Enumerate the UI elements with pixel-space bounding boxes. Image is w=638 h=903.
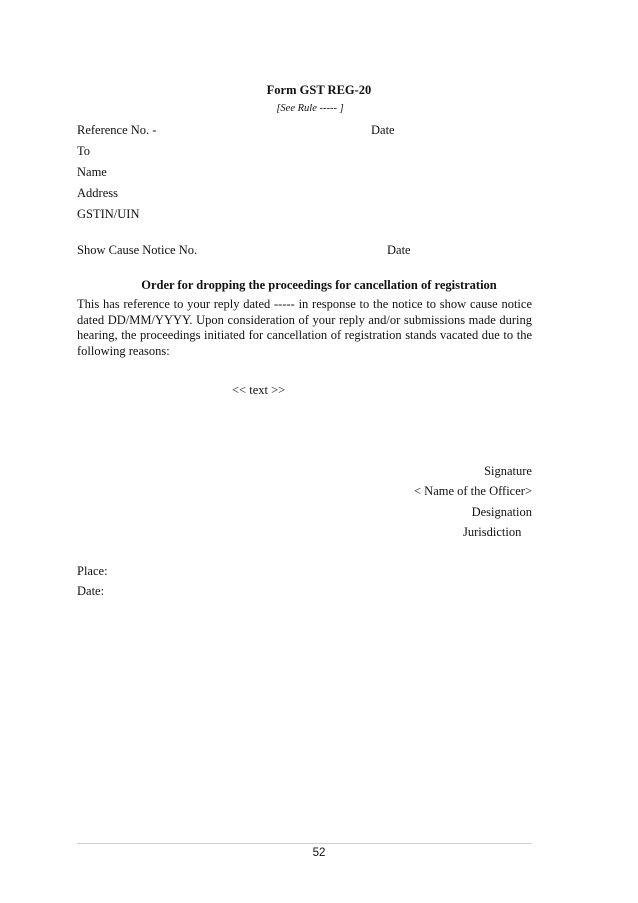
address-label: Address <box>77 186 118 200</box>
designation-label: Designation <box>471 505 532 519</box>
signature-label: Signature <box>484 464 532 478</box>
place-label: Place: <box>77 564 108 578</box>
reference-number-label: Reference No. - <box>77 123 157 137</box>
show-cause-notice-label: Show Cause Notice No. <box>77 243 198 257</box>
name-label: Name <box>77 165 107 179</box>
gstin-label: GSTIN/UIN <box>77 207 140 221</box>
show-cause-date-label: Date <box>387 243 411 257</box>
to-label: To <box>77 144 91 158</box>
reasons-text-placeholder: << text >> <box>232 383 286 397</box>
page-number: 52 <box>312 847 326 859</box>
rule-reference: [See Rule ----- ] <box>276 103 344 114</box>
order-heading: Order for dropping the proceedings for cancellation of registration <box>141 278 497 292</box>
footer-divider <box>77 843 532 844</box>
officer-name-placeholder: < Name of the Officer> <box>414 484 532 498</box>
jurisdiction-label: Jurisdiction <box>463 525 522 539</box>
form-title: Form GST REG-20 <box>266 83 372 97</box>
footer-date-label: Date: <box>77 584 105 598</box>
reference-date-label: Date <box>371 123 395 137</box>
order-body-paragraph: This has reference to your reply dated ----- in response to the notice to show cause notice dated DD/MM/YYYY. Upon consideration of your reply and/or submissions made during hearing, the proceedings initiated for cancellation of registration stands vacated due to the following reasons: <box>77 297 532 358</box>
